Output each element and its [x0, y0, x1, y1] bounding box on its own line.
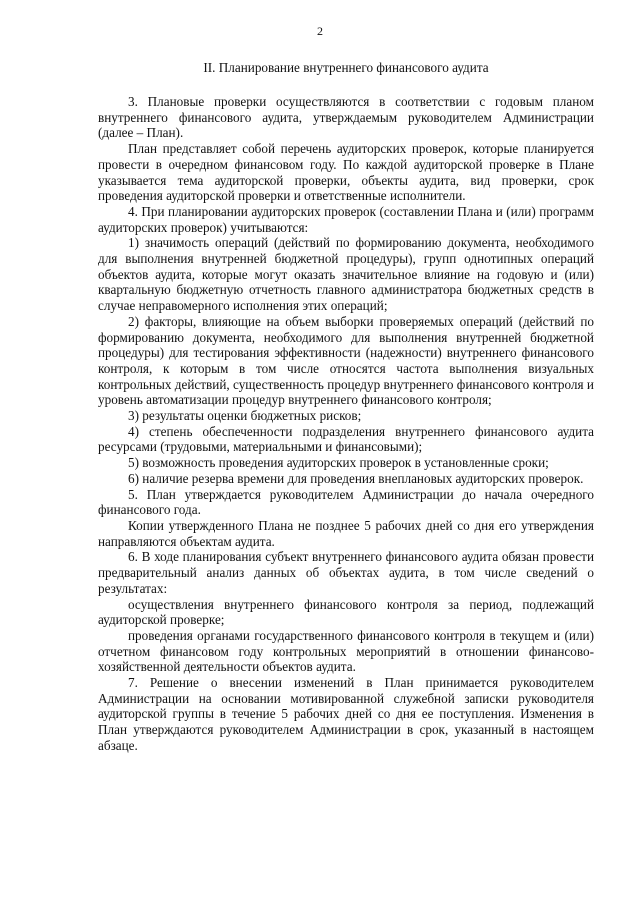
list-item-6: 6) наличие резерва времени для проведения внеплановых аудиторских проверок. — [128, 470, 584, 486]
paragraph-5: 5. План утверждается руководителем Администрации до начала очередного финансового года. — [98, 486, 594, 518]
paragraph-6: 6. В ходе планирования субъект внутреннего финансового аудита обязан провести предварительный анализ данных об объектах аудита, в том числе сведений о результатах: — [98, 549, 594, 596]
page-number: 2 — [317, 24, 323, 38]
paragraph-3: 3. Плановые проверки осуществляются в соответствии с годовым планом внутреннего финансового аудита, утверждаемым руководителем Администрации (далее – План). — [98, 94, 594, 141]
paragraph-7: 7. Решение о внесении изменений в План принимается руководителем Администрации на основании мотивированной служебной записки руководителя аудиторской группы в течение 5 рабочих дней со дня ее поступления. Изменения в План утверждаются руководителем Администрации в срок, указанный в настоящем абзаце. — [98, 675, 594, 753]
list-item-2: 2) факторы, влияющие на объем выборки проверяемых операций (действий по формированию документа, необходимого для выполнения внутренней бюджетной процедуры) для тестирования эффективности (надежности) внутреннего финансового контроля, к которым в том числе относятся частота выполнения визуальных контрольных действий, существенность процедур внутреннего финансового контроля и уровень автоматизации процедур внутреннего финансового контроля; — [98, 313, 594, 408]
analysis-item-2: проведения органами государственного финансового контроля в текущем и (или) отчетном финансовом году контрольных мероприятий в отношении финансово-хозяйственной деятельности объектов аудита. — [98, 627, 594, 675]
paragraph-4: 4. При планировании аудиторских проверок (составлении Плана и (или) программ аудиторских проверок) учитываются: — [98, 203, 594, 235]
section-title: II. Планирование внутреннего финансового аудита — [203, 60, 489, 75]
list-item-3: 3) результаты оценки бюджетных рисков; — [128, 408, 362, 424]
paragraph-plan-description: План представляет собой перечень аудиторских проверок, которые планируется провести в очередном финансовом году. По каждой аудиторской проверке в Плане указывается тема аудиторской проверки, объекты аудита, вид проверки, срок проведения аудиторской проверки и ответственные исполнители. — [98, 141, 594, 204]
list-item-4: 4) степень обеспеченности подразделения внутреннего финансового аудита ресурсами (трудовыми, материальными и финансовыми); — [98, 423, 594, 455]
analysis-item-1: осуществления внутреннего финансового контроля за период, подлежащий аудиторской проверке; — [98, 596, 594, 628]
list-item-1: 1) значимость операций (действий по формированию документа, необходимого для выполнения внутренней бюджетной процедуры), групп однотипных операций объектов аудита, которые могут оказать значительное влияние на годовую и (или) квартальную бюджетную отчетность главного администратора бюджетных средств в случае неправомерного исполнения этих операций; — [98, 235, 594, 314]
list-item-5: 5) возможность проведения аудиторских проверок в установленные сроки; — [128, 455, 549, 471]
paragraph-plan-copies: Копии утвержденного Плана не позднее 5 рабочих дней со дня его утверждения направляются объектам аудита. — [98, 517, 594, 549]
document-body — [98, 94, 594, 754]
